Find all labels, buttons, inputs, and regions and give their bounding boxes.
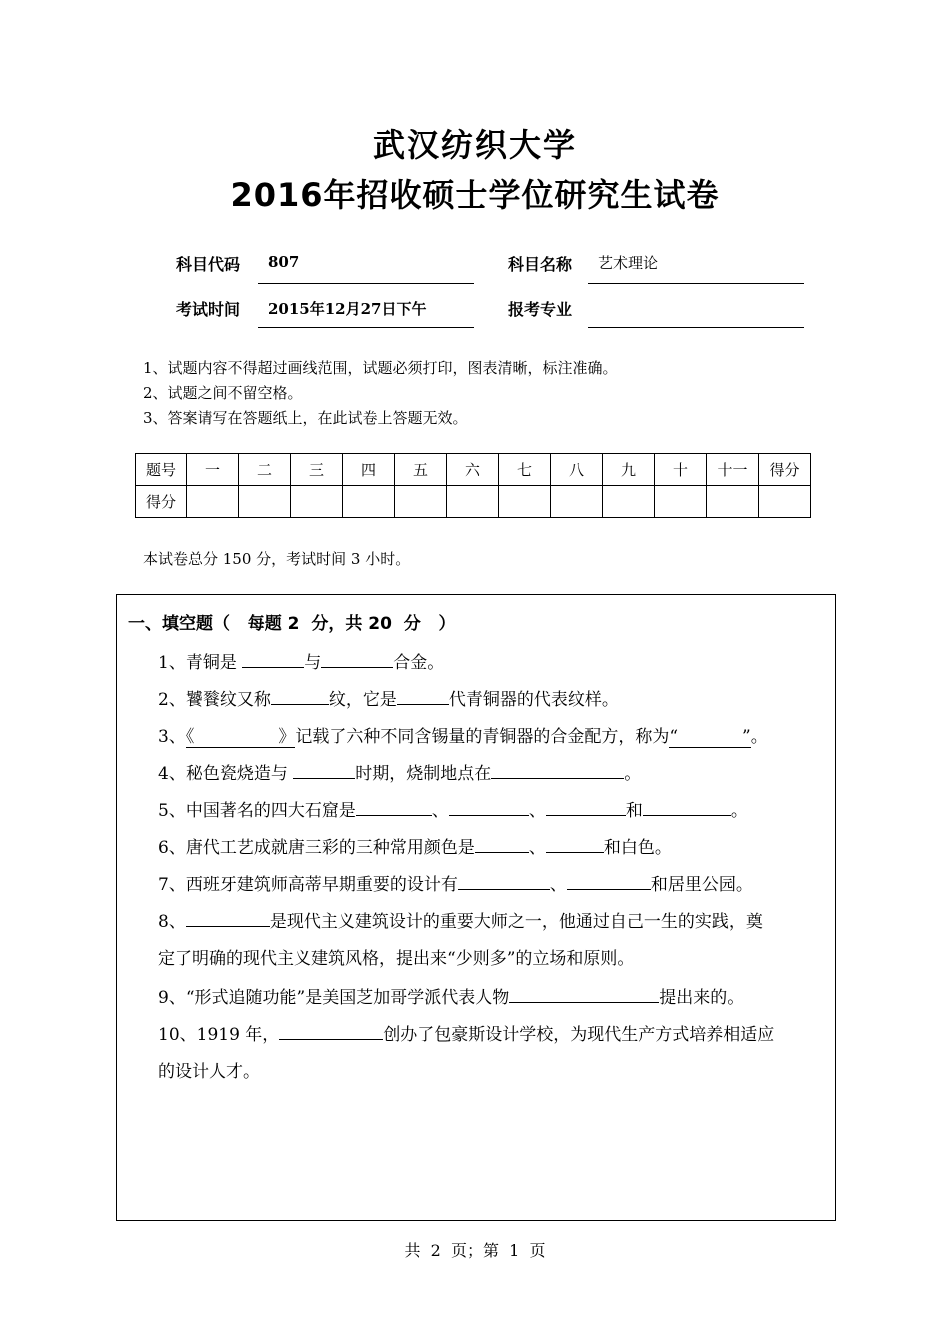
- q3-close-bracket: 》: [278, 727, 296, 747]
- q6-text: 和白色。: [603, 838, 672, 858]
- question-10: [158, 1020, 774, 1045]
- q3-term-blank: [669, 727, 750, 748]
- score-cell: [759, 486, 811, 518]
- score-cell: [343, 486, 395, 518]
- total-score-info: 本试卷总分 150 分，考试时间 3 小时。: [143, 550, 411, 568]
- blank: [546, 834, 604, 853]
- question-2: [158, 685, 619, 710]
- q5-text: 。: [730, 801, 748, 821]
- question-7: [158, 870, 753, 895]
- q10-text: 10、1919 年，: [158, 1025, 280, 1045]
- score-cell: [187, 486, 239, 518]
- score-cell: [447, 486, 499, 518]
- q1-text: 合金。: [393, 653, 445, 673]
- table-header-cell: 六: [447, 454, 499, 486]
- table-header-cell: 题号: [136, 454, 187, 486]
- q2-text: 代青铜器的代表纹样。: [448, 690, 619, 710]
- table-header-cell: 三: [291, 454, 343, 486]
- exam-title: 2016年招收硕士学位研究生试卷: [230, 176, 720, 214]
- subject-name-value: 艺术理论: [598, 254, 659, 272]
- q7-text: 、: [549, 875, 567, 895]
- subject-code-underline: [258, 283, 474, 284]
- q8-text: 8、: [158, 912, 186, 932]
- blank: [279, 1021, 383, 1040]
- q6-text: 、: [528, 838, 546, 858]
- q3-text: 3、: [158, 727, 186, 747]
- subject-name-underline: [588, 283, 804, 284]
- blank: [271, 686, 329, 705]
- blank: [491, 760, 624, 779]
- q3-open-bracket: 《: [185, 727, 195, 747]
- blank: [356, 797, 432, 816]
- question-3: [158, 722, 768, 747]
- q5-text: 5、中国著名的四大石窟是: [158, 801, 356, 821]
- score-cell: [551, 486, 603, 518]
- table-header-cell: 得分: [759, 454, 811, 486]
- q4-text: 4、秘色瓷烧造与: [158, 764, 294, 784]
- q5-text: 、: [528, 801, 546, 821]
- table-header-cell: 九: [603, 454, 655, 486]
- page-footer: 共 2 页；第 1 页: [404, 1241, 546, 1260]
- q9-text: 提出来的。: [659, 988, 745, 1008]
- question-10-continued: 的设计人才。: [158, 1062, 260, 1082]
- q3-book-blank: [186, 727, 296, 748]
- blank: [397, 686, 449, 705]
- question-6: [158, 833, 672, 858]
- blank: [293, 760, 355, 779]
- q7-text: 7、西班牙建筑师高蒂早期重要的设计有: [158, 875, 458, 895]
- q3-text: 。: [750, 727, 768, 747]
- q7-text: 和居里公园。: [650, 875, 753, 895]
- blank: [242, 649, 304, 668]
- q3-open-quote: “: [669, 727, 679, 747]
- blank: [475, 834, 529, 853]
- q4-text: 。: [624, 764, 642, 784]
- q3-text: 记载了六种不同含锡量的青铜器的合金配方，称为: [295, 727, 670, 747]
- table-header-cell: 七: [499, 454, 551, 486]
- q2-text: 2、饕餮纹又称: [158, 690, 271, 710]
- table-header-cell: 二: [239, 454, 291, 486]
- blank: [458, 871, 550, 890]
- table-header-cell: 八: [551, 454, 603, 486]
- question-5: [158, 796, 748, 821]
- subject-name-label: 科目名称: [508, 255, 573, 274]
- blank: [186, 908, 270, 927]
- score-cell: [655, 486, 707, 518]
- q5-text: 、: [431, 801, 449, 821]
- q2-text: 纹，它是: [328, 690, 397, 710]
- blank: [509, 984, 659, 1003]
- table-header-cell: 四: [343, 454, 395, 486]
- score-cell: [291, 486, 343, 518]
- note-1: 1、试题内容不得超过画线范围，试题必须打印，图表清晰，标注准确。: [143, 359, 618, 377]
- q9-text: 9、“形式追随功能”是美国芝加哥学派代表人物: [158, 988, 510, 1008]
- major-underline: [588, 327, 804, 328]
- blank: [449, 797, 529, 816]
- question-9: [158, 983, 744, 1008]
- q10-text: 创办了包豪斯设计学校，为现代生产方式培养相适应: [383, 1025, 775, 1045]
- q6-text: 6、唐代工艺成就唐三彩的三种常用颜色是: [158, 838, 475, 858]
- score-cell: [239, 486, 291, 518]
- score-row-label: 得分: [136, 486, 187, 518]
- question-8-continued: 定了明确的现代主义建筑风格，提出来“少则多”的立场和原则。: [158, 949, 635, 969]
- score-cell: [707, 486, 759, 518]
- q5-text: 和: [625, 801, 643, 821]
- question-1: [158, 648, 444, 673]
- score-table-score-row: [136, 486, 811, 518]
- q4-text: 时期，烧制地点在: [355, 764, 492, 784]
- exam-time-underline: [258, 327, 474, 328]
- major-label: 报考专业: [508, 300, 573, 319]
- q1-text: 与: [304, 653, 322, 673]
- table-header-cell: 一: [187, 454, 239, 486]
- blank: [321, 649, 393, 668]
- score-cell: [499, 486, 551, 518]
- q3-close-quote: ”: [742, 727, 751, 747]
- table-header-cell: 五: [395, 454, 447, 486]
- blank: [546, 797, 626, 816]
- score-table: [135, 453, 811, 518]
- subject-code-label: 科目代码: [176, 255, 241, 274]
- score-table-header-row: [136, 454, 811, 486]
- university-title: 武汉纺织大学: [372, 126, 577, 164]
- subject-code-value: 807: [268, 253, 300, 271]
- question-4: [158, 759, 641, 784]
- section-1-heading: 一、填空题（ 每题 2 分，共 20 分 ）: [128, 614, 456, 634]
- table-header-cell: 十一: [707, 454, 759, 486]
- note-3: 3、答案请写在答题纸上，在此试卷上答题无效。: [143, 409, 468, 427]
- question-8: [158, 907, 763, 932]
- score-cell: [395, 486, 447, 518]
- q1-text: 1、青铜是: [158, 653, 243, 673]
- blank: [643, 797, 731, 816]
- q8-text: 是现代主义建筑设计的重要大师之一，他通过自己一生的实践，奠: [269, 912, 763, 932]
- table-header-cell: 十: [655, 454, 707, 486]
- note-2: 2、试题之间不留空格。: [143, 384, 303, 402]
- exam-time-value: 2015年12月27日下午: [268, 300, 427, 318]
- blank: [567, 871, 651, 890]
- score-cell: [603, 486, 655, 518]
- exam-time-label: 考试时间: [176, 300, 241, 319]
